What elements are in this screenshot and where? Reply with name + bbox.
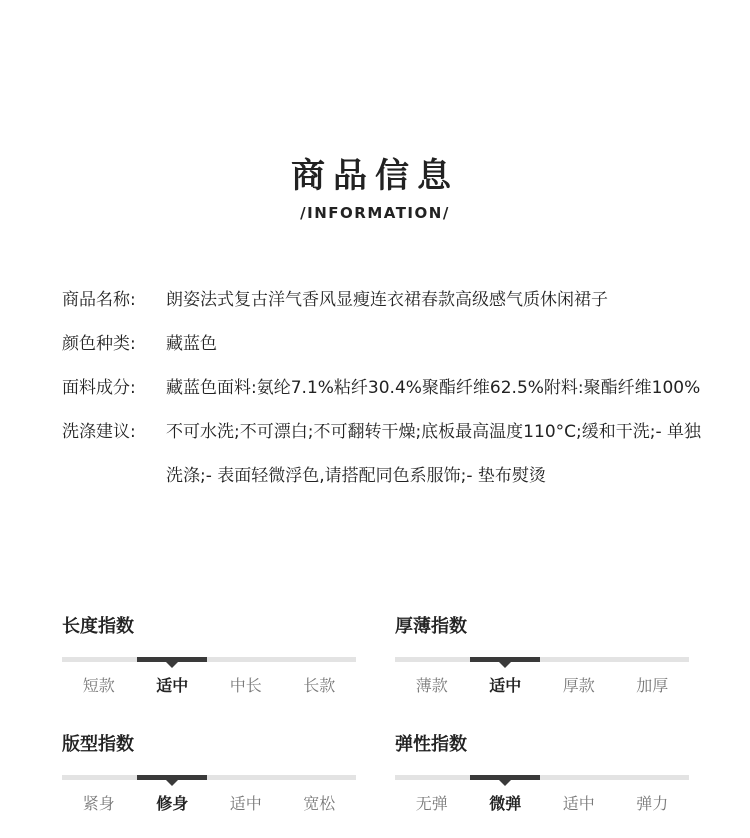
index-marker [137, 775, 207, 780]
index-option: 紧身 [82, 794, 115, 813]
index-option-selected: 适中 [489, 676, 522, 695]
product-info-list [62, 278, 702, 498]
index-title: 长度指数 [62, 616, 134, 637]
index-option: 长款 [303, 676, 336, 695]
info-value: 藏蓝色 [166, 334, 217, 354]
info-row-product-name [62, 278, 702, 322]
index-option: 短款 [82, 676, 115, 695]
info-label: 颜色种类: [62, 334, 136, 354]
index-option: 宽松 [303, 794, 336, 813]
info-row-fabric [62, 366, 702, 410]
index-option-selected: 微弹 [489, 794, 522, 813]
index-marker [470, 775, 540, 780]
index-title: 版型指数 [62, 734, 134, 755]
info-label: 面料成分: [62, 378, 136, 398]
index-option-selected: 适中 [156, 676, 189, 695]
index-option: 适中 [562, 794, 595, 813]
info-value: 藏蓝色面料:氨纶7.1%粘纤30.4%聚酯纤维62.5%附料:聚酯纤维100% [166, 378, 701, 398]
index-thickness [395, 615, 689, 695]
info-label: 洗涤建议: [62, 422, 136, 442]
index-option: 厚款 [562, 676, 595, 695]
index-length [62, 615, 356, 695]
index-bar [62, 775, 356, 780]
index-bar [395, 775, 689, 780]
index-elasticity [395, 733, 689, 813]
index-options [62, 673, 356, 696]
index-option: 中长 [229, 676, 262, 695]
index-options [395, 791, 689, 814]
page-subtitle: /INFORMATION/ [300, 204, 450, 222]
index-bar [62, 657, 356, 662]
index-option: 弹力 [636, 794, 669, 813]
index-option: 适中 [229, 794, 262, 813]
info-value: 不可水洗;不可漂白;不可翻转干燥;底板最高温度110°C;缓和干洗;- 单独洗涤;- 表面轻微浮色,请搭配同色系服饰;- 垫布熨烫 [166, 422, 701, 486]
index-marker [470, 657, 540, 662]
index-options [62, 791, 356, 814]
index-bar [395, 657, 689, 662]
info-label: 商品名称: [62, 290, 136, 310]
index-title: 厚薄指数 [395, 616, 467, 637]
index-option-selected: 修身 [156, 794, 189, 813]
info-row-color [62, 322, 702, 366]
page-title: 商品信息 [291, 156, 459, 196]
index-title: 弹性指数 [395, 734, 467, 755]
info-row-washing [62, 410, 702, 498]
index-option: 加厚 [636, 676, 669, 695]
index-options [395, 673, 689, 696]
index-marker [137, 657, 207, 662]
index-option: 无弹 [415, 794, 448, 813]
index-fit [62, 733, 356, 813]
info-value: 朗姿法式复古洋气香风显瘦连衣裙春款高级感气质休闲裙子 [166, 290, 608, 310]
index-option: 薄款 [415, 676, 448, 695]
